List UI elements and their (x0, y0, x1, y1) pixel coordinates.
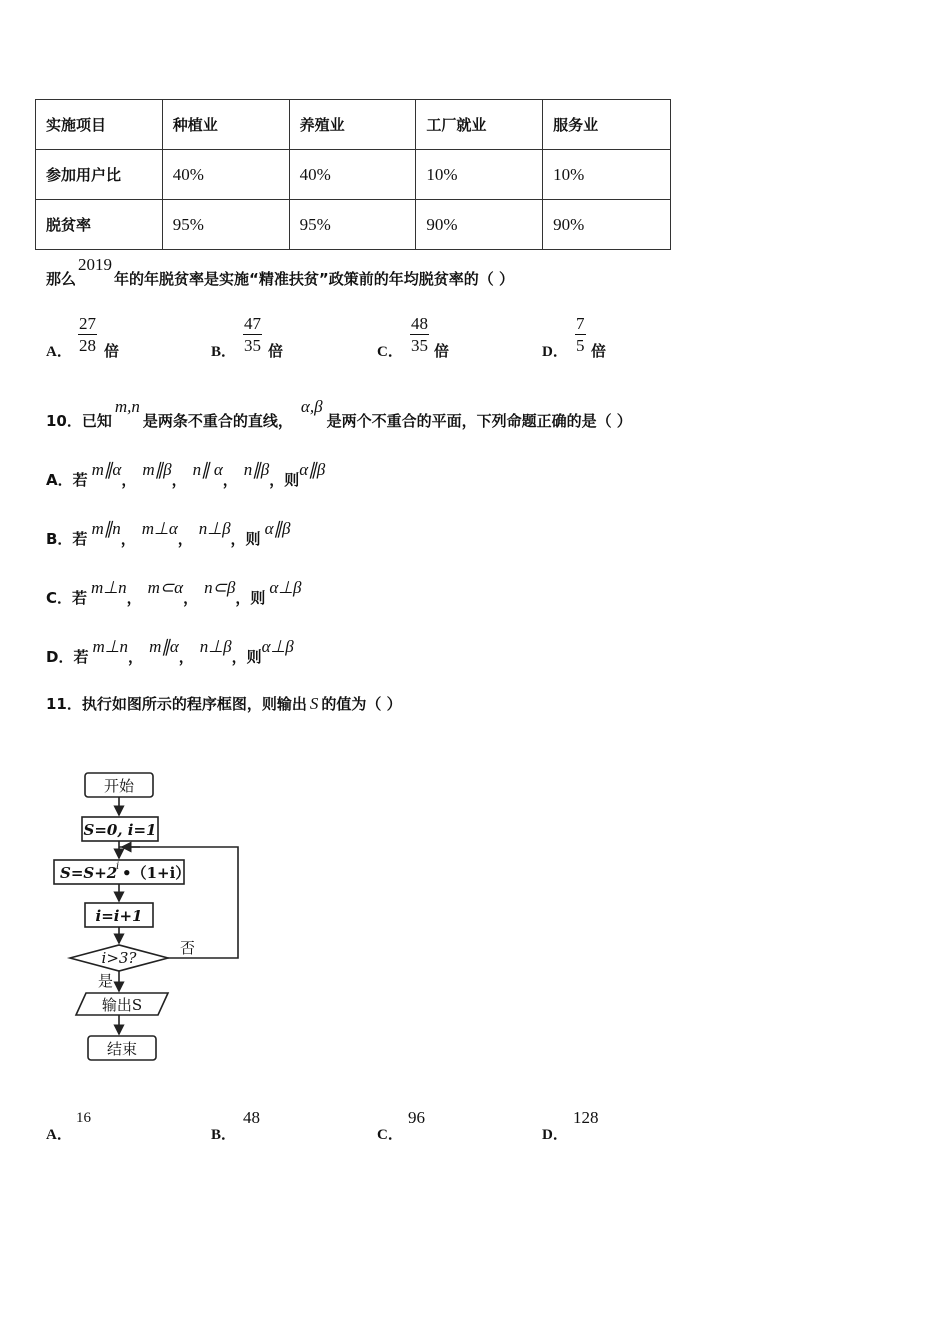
condition: m∥α (149, 637, 179, 656)
option-label: B．若 (46, 530, 88, 548)
q10-option-a: A．若m∥α，m∥β，n∥ α，n∥β，则α∥β (46, 460, 326, 489)
q9-year: 2019 (78, 255, 113, 274)
flow-update-exponent: i (116, 861, 120, 872)
table-cell: 40% (162, 150, 289, 200)
q11-option-b-value: 48 (243, 1108, 260, 1127)
condition: m⊂α (147, 578, 184, 597)
fraction-denominator: 5 (576, 336, 585, 355)
q9-suffix: 年的年脱贫率是实施“精准扶贫”政策前的年均脱贫率的（ ） (114, 270, 514, 288)
then-text: ，则 (230, 530, 261, 548)
result: α∥β (264, 519, 291, 538)
fraction-denominator: 35 (411, 336, 428, 355)
table-row (36, 150, 671, 200)
table-cell: 90% (543, 200, 671, 250)
fraction-numerator: 47 (244, 314, 261, 333)
then-text: ，则 (235, 589, 266, 607)
option-label: A．若 (46, 471, 88, 489)
q9-option-c-label: C． (377, 344, 403, 360)
flow-no-label: 否 (180, 939, 196, 957)
table-header-row (36, 100, 671, 150)
q10-text2: 是两个不重合的平面，下列命题正确的是（ ） (326, 412, 632, 430)
condition: n⊥β (198, 519, 231, 538)
condition: m∥β (142, 460, 172, 479)
q11-text2: 的值为（ ） (321, 695, 402, 713)
fraction-numerator: 48 (411, 314, 428, 333)
flow-update-text-b: •（1+i） (122, 864, 191, 882)
result: α⊥β (269, 578, 302, 597)
condition: n⊥β (199, 637, 232, 656)
q11-option-c-value: 96 (408, 1108, 425, 1127)
condition: n∥ α (192, 460, 223, 479)
table-header-cell: 实施项目 (36, 100, 163, 150)
q9-option-a-unit: 倍 (104, 342, 120, 360)
q9-option-b-label: B． (211, 344, 237, 360)
table-header-cell: 养殖业 (289, 100, 416, 150)
table-cell: 10% (416, 150, 543, 200)
table-row-label: 脱贫率 (36, 200, 163, 250)
table-cell: 95% (162, 200, 289, 250)
q9-option-d-fraction (575, 313, 586, 356)
table-header-cell: 种植业 (162, 100, 289, 150)
q9-option-a-fraction (78, 313, 97, 356)
flow-increment-text: i=i+1 (95, 907, 143, 925)
q10-option-b: B．若m∥n，m⊥α，n⊥β，则α∥β (46, 519, 291, 548)
condition: m∥α (91, 460, 122, 479)
flow-end-text: 结束 (106, 1040, 138, 1058)
table-cell: 90% (416, 200, 543, 250)
q9-prefix: 那么 (46, 270, 77, 288)
option-label: C．若 (46, 589, 88, 607)
table-row-label: 参加用户比 (36, 150, 163, 200)
data-table (35, 99, 671, 250)
table-row (36, 200, 671, 250)
table-cell: 40% (289, 150, 416, 200)
q9-stem (46, 255, 514, 289)
q11-option-a-value: 16 (76, 1110, 91, 1126)
condition: m⊥n (91, 578, 127, 597)
q10-stem (46, 397, 632, 431)
q9-option-d-unit: 倍 (591, 342, 607, 360)
q9-option-c-fraction (410, 313, 429, 356)
q11-option-d-label: D． (542, 1127, 568, 1143)
q9-option-a-label: A． (46, 344, 72, 360)
q11-option-d-value: 128 (573, 1108, 599, 1127)
fraction-denominator: 28 (79, 336, 96, 355)
q9-option-b-fraction (243, 313, 262, 356)
flow-decision-text: i>3? (101, 949, 137, 967)
flowchart (40, 765, 250, 1075)
fraction-numerator: 27 (79, 314, 96, 333)
table-cell: 95% (289, 200, 416, 250)
condition: n⊂β (204, 578, 236, 597)
option-label: D．若 (46, 648, 89, 666)
condition: m⊥n (92, 637, 129, 656)
q9-option-d-label: D． (542, 344, 568, 360)
result: α⊥β (261, 637, 294, 656)
table-header-cell: 工厂就业 (416, 100, 543, 150)
q11-option-c-label: C． (377, 1127, 403, 1143)
q11-text1: 11．执行如图所示的程序框图，则输出 (46, 695, 307, 713)
q9-option-c-unit: 倍 (434, 342, 450, 360)
q9-option-b-unit: 倍 (268, 342, 284, 360)
q10-text1: 是两条不重合的直线， (142, 412, 293, 430)
q11-stem (46, 693, 402, 714)
then-text: ，则 (231, 648, 262, 666)
flow-init-text: S=0, i=1 (83, 821, 157, 839)
condition: m⊥α (141, 519, 178, 538)
table-header-cell: 服务业 (543, 100, 671, 150)
flow-start-text: 开始 (103, 777, 135, 795)
q11-option-b-label: B． (211, 1127, 237, 1143)
q10-option-c: C．若m⊥n，m⊂α，n⊂β，则α⊥β (46, 578, 302, 607)
q10-mn: m,n (114, 397, 140, 416)
flow-output-text: 输出S (101, 996, 143, 1014)
q11-var: S (309, 694, 319, 713)
fraction-numerator: 7 (576, 314, 585, 333)
then-text: ，则 (269, 471, 300, 489)
fraction-denominator: 35 (244, 336, 261, 355)
flow-yes-label: 是 (98, 972, 114, 990)
q11-option-a-label: A． (46, 1127, 72, 1143)
condition: m∥n (91, 519, 121, 538)
flow-update-text-a: S=S+2 (60, 864, 118, 882)
q10-option-d: D．若m⊥n，m∥α，n⊥β，则α⊥β (46, 637, 294, 666)
q10-ab: α,β (300, 397, 323, 416)
result: α∥β (299, 460, 326, 479)
table-cell: 10% (543, 150, 671, 200)
q10-number: 10．已知 (46, 412, 112, 430)
condition: n∥β (243, 460, 270, 479)
